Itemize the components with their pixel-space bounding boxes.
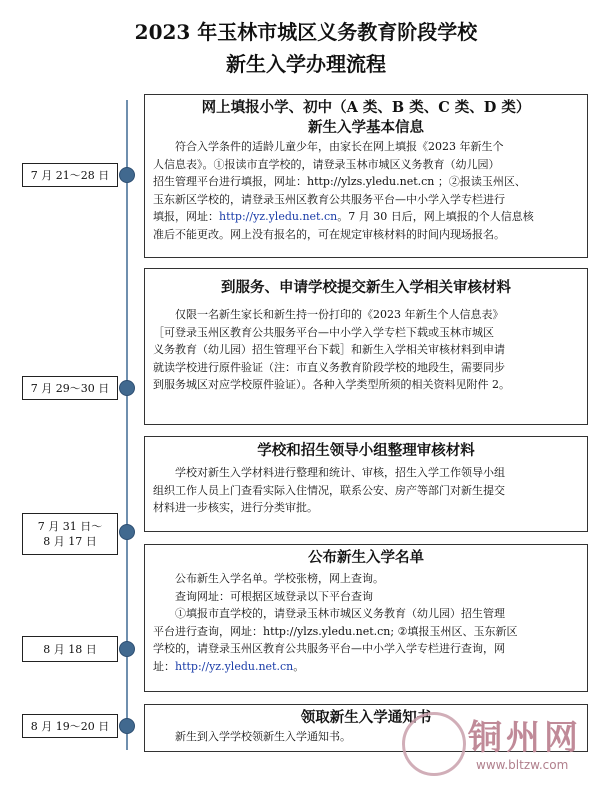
step4-line5: 学校的，请登录玉州区教育公共服务平台—中小学入学专栏进行查询，网 bbox=[153, 642, 505, 655]
step3-card bbox=[144, 436, 588, 532]
step1-line6: 准后不能更改。网上没有报名的，可在规定审核材料的时间内现场报名。 bbox=[153, 227, 505, 241]
step1-date: 7 月 21～28 日 bbox=[22, 163, 118, 187]
step3-line1: 学校对新生入学材料进行整理和统计、审核，招生入学工作领导小组 bbox=[175, 466, 505, 479]
document-title-line2: 新生入学办理流程 bbox=[226, 52, 386, 76]
step2-timeline-dot bbox=[119, 380, 135, 396]
step4-link-yz[interactable]: http://yz.yledu.net.cn bbox=[175, 659, 294, 673]
watermark-logo-icon bbox=[402, 712, 466, 776]
step1-card bbox=[144, 94, 588, 258]
step1-line5-suffix: 。7 月 30 日后，网上填报的个人信息核 bbox=[337, 210, 534, 223]
step2-date: 7 月 29～30 日 bbox=[22, 376, 118, 400]
step3-date bbox=[22, 513, 118, 555]
watermark-text: 铜州网 bbox=[468, 718, 582, 758]
step1-line3: 招生管理平台进行填报，网址：http://ylzs.yledu.net.cn ；②报读玉州区、 bbox=[153, 175, 526, 188]
step1-title-line2: 新生入学基本信息 bbox=[308, 119, 424, 136]
step3-line2: 组织工作人员上门查看实际入住情况，联系公安、房产等部门对新生提交 bbox=[153, 483, 505, 497]
step1-title-line1: 网上填报小学、初中（A 类、B 类、C 类、D 类） bbox=[201, 99, 531, 116]
step5-line1: 新生到入学学校领新生入学通知书。 bbox=[175, 730, 351, 743]
step2-card bbox=[144, 268, 588, 425]
step4-line6-suffix: 。 bbox=[293, 659, 305, 673]
step1-link-yz[interactable]: http://yz.yledu.net.cn bbox=[219, 210, 338, 223]
document-title-line1: 2023 年玉林市城区义务教育阶段学校 bbox=[134, 20, 478, 44]
step4-timeline-dot bbox=[119, 641, 135, 657]
step4-line2: 查询网址：可根据区域登录以下平台查询 bbox=[175, 589, 373, 603]
step1-line1: 符合入学条件的适龄儿童少年，由家长在网上填报《2023 年新生个 bbox=[175, 140, 504, 153]
step3-date-line1: 7 月 31 日～ bbox=[37, 520, 103, 533]
step4-date: 8 月 18 日 bbox=[22, 636, 118, 662]
step2-line1: 仅限一名新生家长和新生持一份打印的《2023 年新生个人信息表》 bbox=[175, 308, 504, 321]
step3-date-line2: 8 月 17 日 bbox=[43, 535, 97, 548]
step2-line5: 到服务城区对应学校原件验证）。各种入学类型所须的相关资料见附件 2。 bbox=[153, 378, 510, 391]
step1-line2: 人信息表》。①报读市直学校的，请登录玉林市城区义务教育（幼儿园） bbox=[153, 157, 500, 171]
step4-line6-prefix: 址： bbox=[153, 659, 175, 673]
step4-line6 bbox=[153, 658, 579, 676]
step2-line2: ［可登录玉州区教育公共服务平台—中小学入学专栏下载或玉林市城区 bbox=[153, 325, 494, 339]
watermark bbox=[402, 710, 607, 785]
step5-date: 8 月 19～20 日 bbox=[22, 714, 118, 738]
step1-line4: 玉东新区学校的，请登录玉州区教育公共服务平台—中小学入学专栏进行 bbox=[153, 192, 505, 206]
step4-card bbox=[144, 544, 588, 692]
step4-title: 公布新生入学名单 bbox=[308, 549, 424, 566]
step4-line3: ①填报市直学校的，请登录玉林市城区义务教育（幼儿园）招生管理 bbox=[175, 607, 505, 620]
step2-line3: 义务教育（幼儿园）招生管理平台下载］和新生入学相关审核材料到申请 bbox=[153, 343, 505, 356]
step2-line4: 就读学校进行原件验证（注：市直义务教育阶段学校的地段生，需要同步 bbox=[153, 360, 505, 374]
step3-title: 学校和招生领导小组整理审核材料 bbox=[257, 442, 475, 459]
step5-title: 领取新生入学通知书 bbox=[300, 709, 432, 726]
step4-line1: 公布新生入学名单。学校张榜，网上查询。 bbox=[175, 572, 384, 585]
step2-title: 到服务、申请学校提交新生入学相关审核材料 bbox=[221, 279, 511, 296]
step3-timeline-dot bbox=[119, 524, 135, 540]
step5-timeline-dot bbox=[119, 718, 135, 734]
watermark-url: www.bltzw.com bbox=[476, 758, 569, 772]
step1-line5-prefix: 填报，网址： bbox=[153, 210, 219, 223]
step1-timeline-dot bbox=[119, 167, 135, 183]
step3-line3: 材料进一步核实，进行分类审批。 bbox=[153, 501, 318, 514]
step4-line4: 平台进行查询，网址：http://ylzs.yledu.net.cn; ②填报玉州区、玉东新区 bbox=[153, 624, 518, 638]
step1-line5 bbox=[153, 208, 579, 226]
